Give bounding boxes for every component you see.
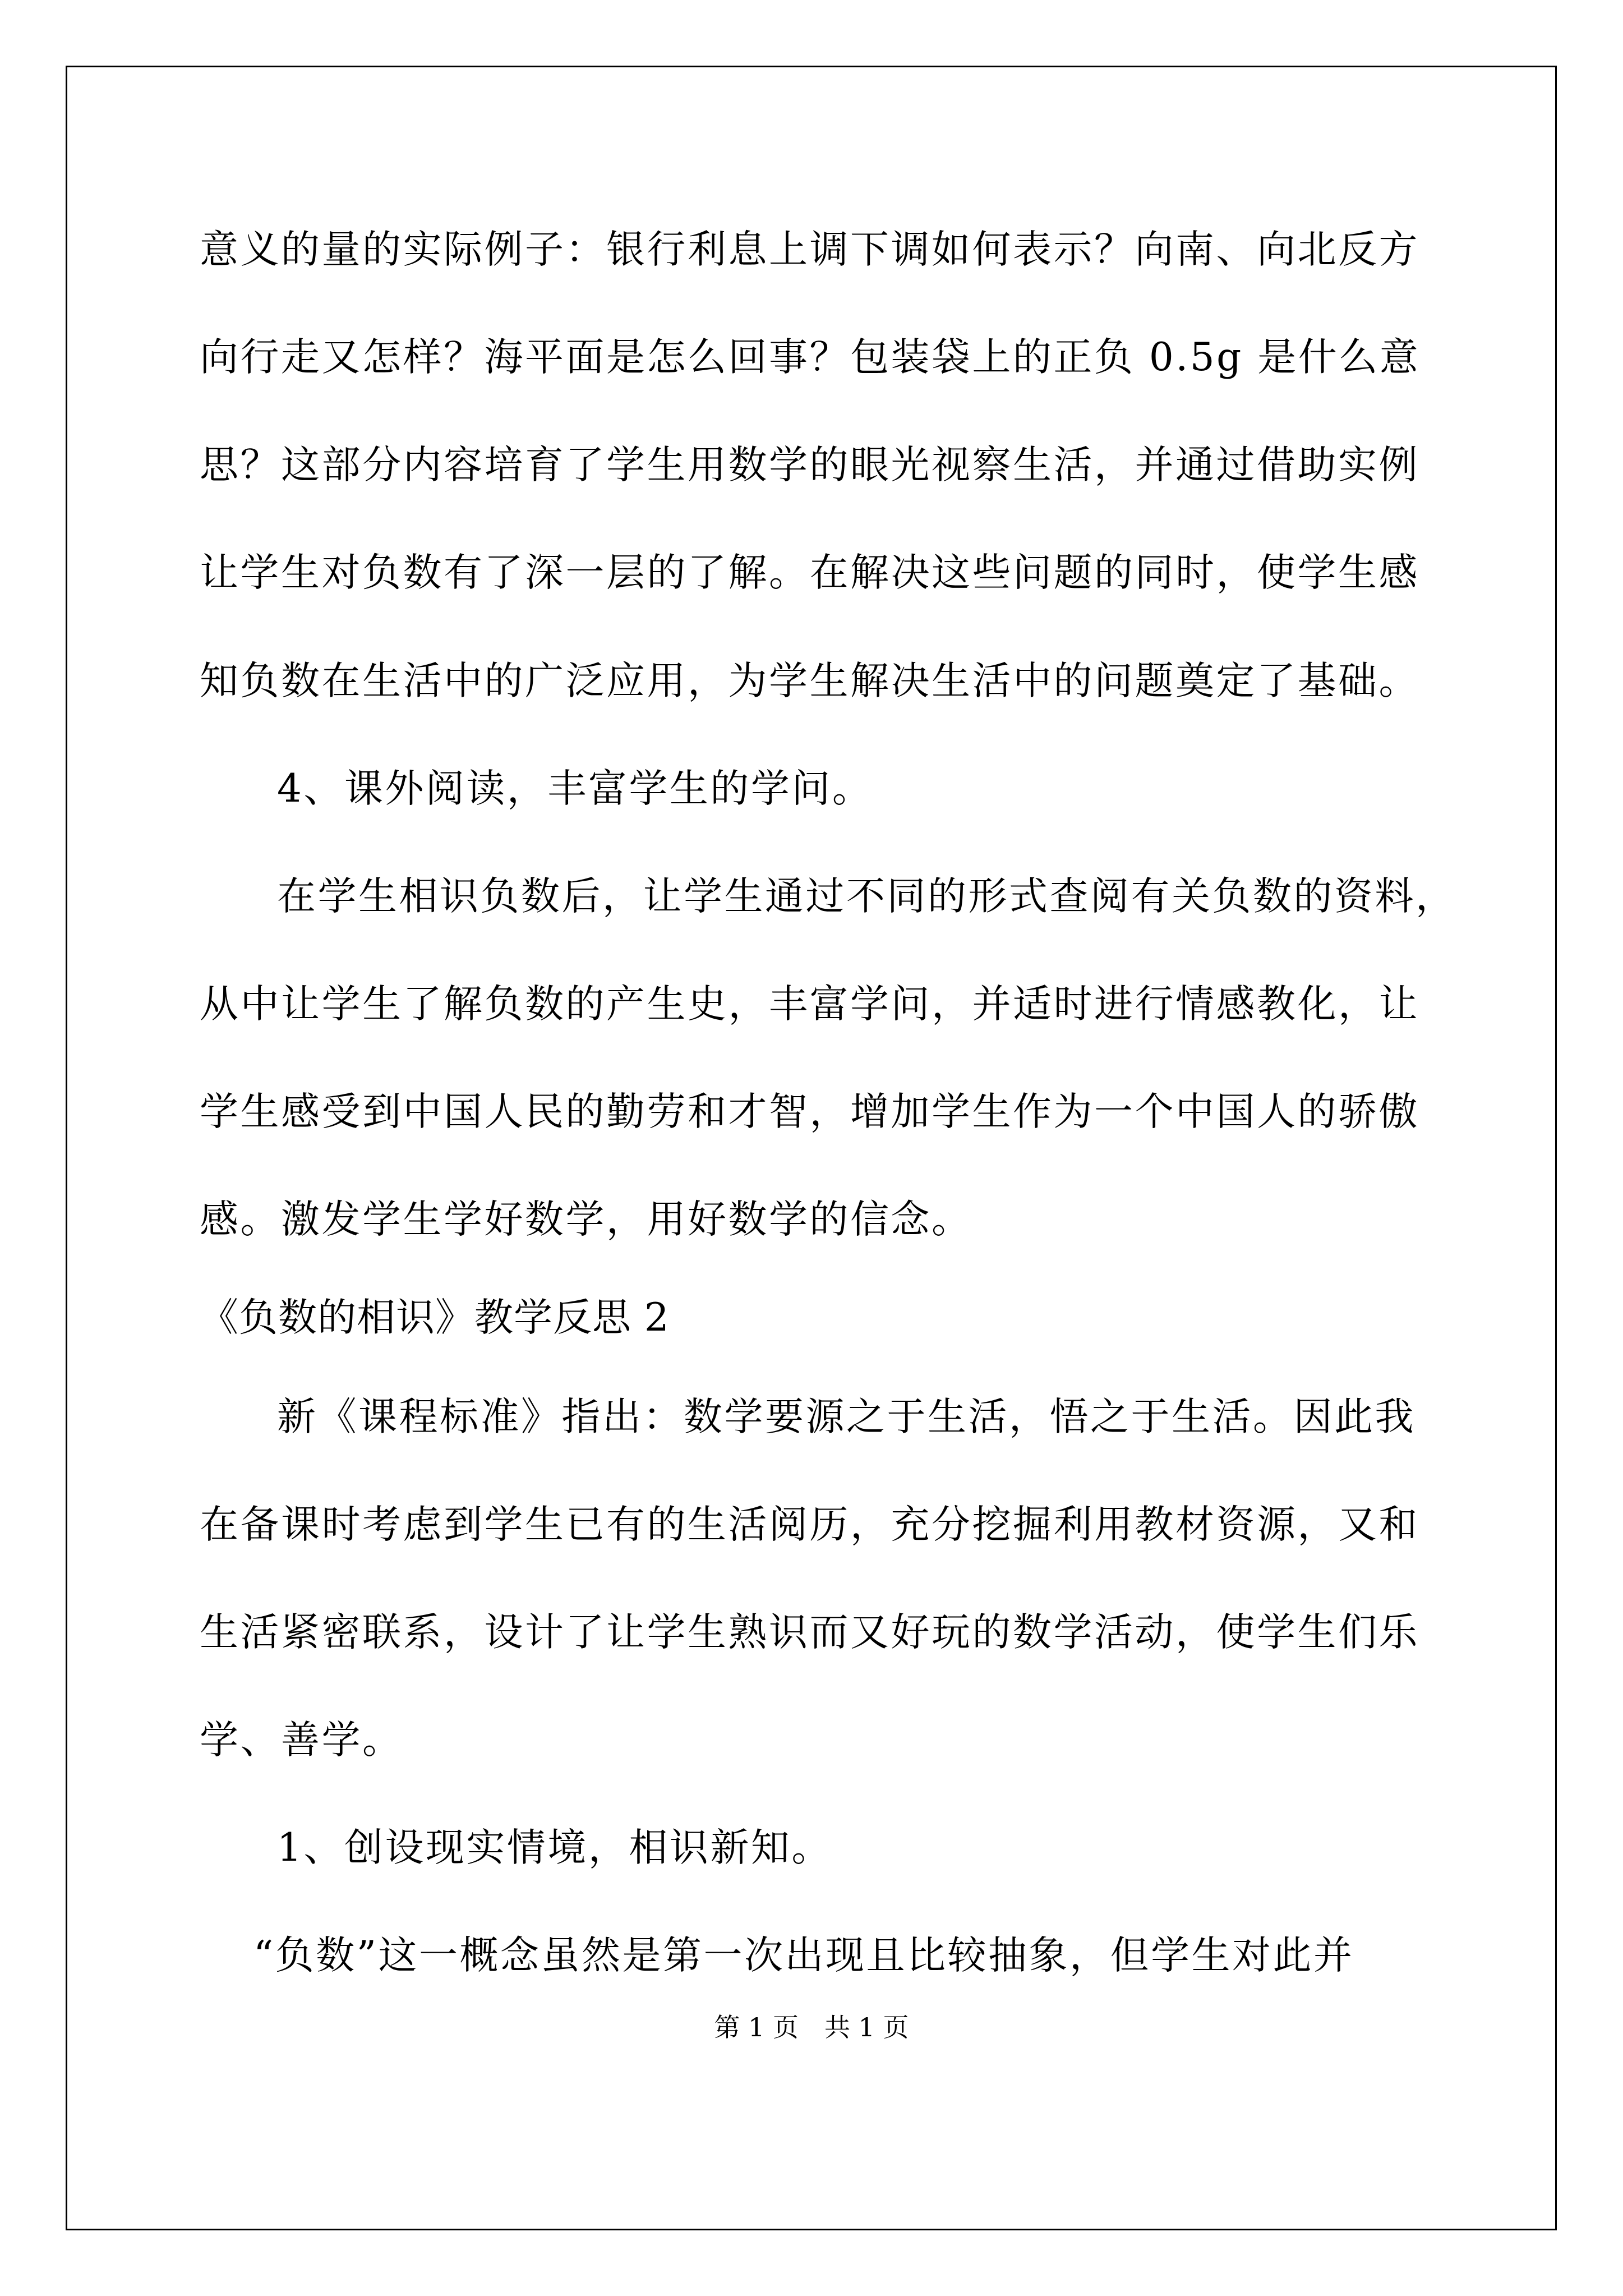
text-line: 在备课时考虑到学生已有的生活阅历，充分挖掘利用教材资源，又和 (200, 1502, 1419, 1547)
text-line: 生活紧密联系，设计了让学生熟识而又好玩的数学活动，使学生们乐 (200, 1610, 1419, 1655)
article-title: 《负数的相识》教学反思 2 (200, 1295, 670, 1340)
text-line: 让学生对负数有了深一层的了解。在解决这些问题的同时，使学生感 (200, 550, 1419, 595)
text-line: 新《课程标准》指出：数学要源之于生活，悟之于生活。因此我 (277, 1395, 1415, 1439)
text-line: 学、善学。 (200, 1718, 403, 1763)
text-line: 向行走又怎样？海平面是怎么回事？包装袋上的正负 0.5g 是什么意 (200, 335, 1421, 380)
text-line: “负数”这一概念虽然是第一次出现且比较抽象，但学生对此并 (253, 1933, 1354, 1978)
text-line: 知负数在生活中的广泛应用，为学生解决生活中的问题奠定了基础。 (200, 659, 1419, 703)
text-line: 从中让学生了解负数的产生史，丰富学问，并适时进行情感教化，让 (200, 982, 1419, 1027)
text-line: 思？这部分内容培育了学生用数学的眼光视察生活，并通过借助实例 (200, 443, 1419, 487)
text-line: 感。激发学生学好数学，用好数学的信念。 (200, 1197, 972, 1242)
page-border (66, 66, 1557, 2230)
page-number-footer: 第 1 页 共 1 页 (714, 2012, 909, 2042)
section-heading: 4、课外阅读，丰富学生的学问。 (277, 766, 873, 811)
text-line: 在学生相识负数后，让学生通过不同的形式查阅有关负数的资料， (277, 874, 1456, 919)
text-line: 意义的量的实际例子：银行利息上调下调如何表示？向南、向北反方 (200, 227, 1419, 272)
text-line: 学生感受到中国人民的勤劳和才智，增加学生作为一个中国人的骄傲 (200, 1089, 1419, 1134)
section-heading: 1、创设现实情境，相识新知。 (277, 1825, 832, 1870)
